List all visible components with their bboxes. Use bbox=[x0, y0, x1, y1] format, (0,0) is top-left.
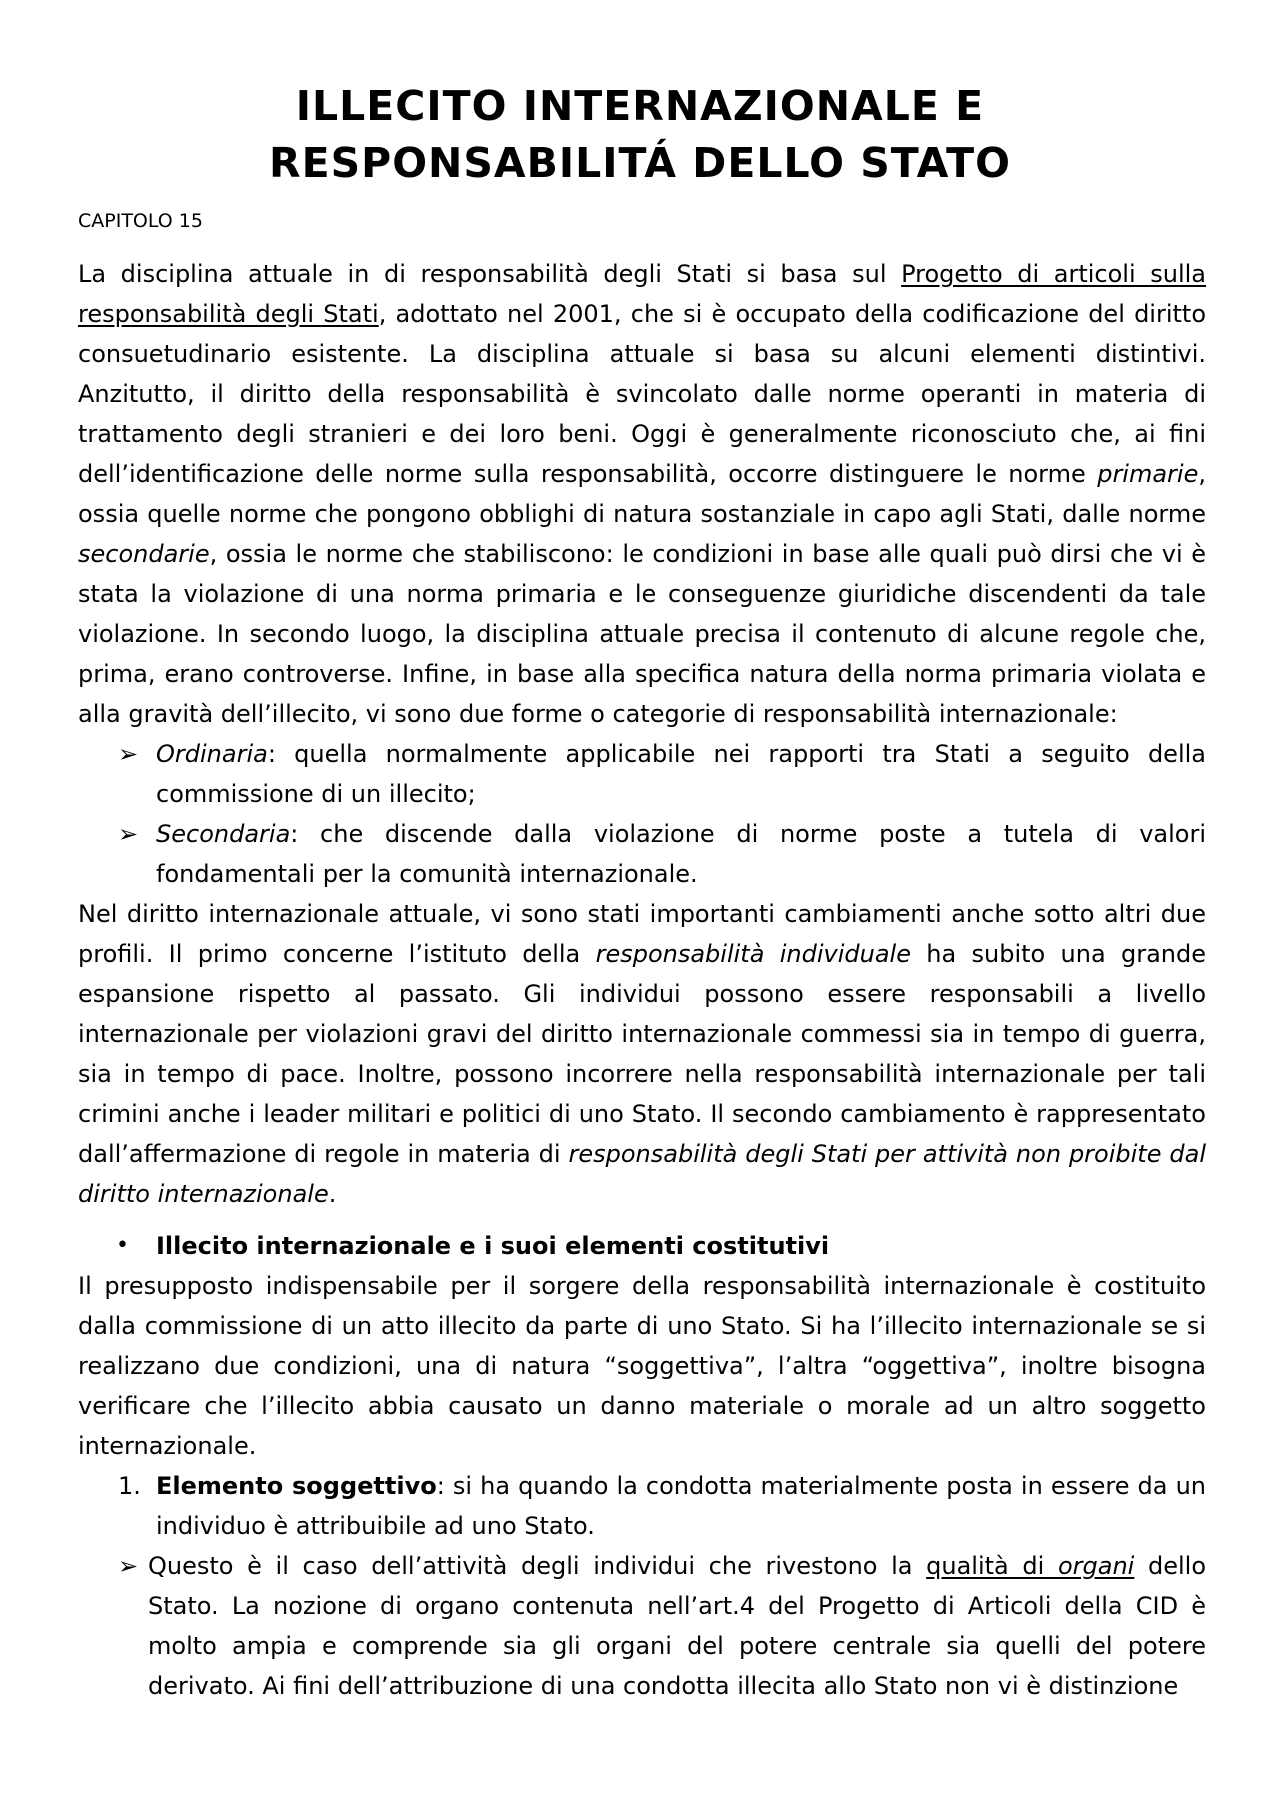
document-body bbox=[78, 254, 1206, 1706]
list-item-organi bbox=[78, 1546, 1206, 1706]
para2-text-2: ha subito una grande espansione rispetto al passato. Gli individui possono essere responsabili a livello internazionale per violazioni gravi del diritto internazionale commessi sia in tempo di guerra, sia in tempo di pace. Inoltre, possono incorrere nella responsabilità internazionale per tali crimini anche i leader militari e politici di uno Stato. Il secondo cambiamento è rappresentato dall’affermazione di regole in materia di bbox=[78, 940, 1207, 1168]
arrow-bullet-icon: ➢ bbox=[118, 740, 139, 768]
number-marker: 1. bbox=[118, 1472, 141, 1500]
para2-text-3: . bbox=[328, 1180, 337, 1208]
intro-text-2: , adottato nel 2001, che si è occupato della codificazione del diritto consuetudinario esistente. La disciplina attuale si basa su alcuni elementi distintivi. Anzitutto, il diritto della responsabilità è svincolato dalle norme operanti in materia di trattamento degli stranieri e dei loro beni. Oggi è generalmente riconosciuto che, ai fini dell’identificazione delle norme sulla responsabilità, occorre distinguere le norme bbox=[78, 300, 1207, 488]
elemento-soggettivo-description: : si ha quando la condotta materialmente posta in essere da un individuo è attribuibile ad uno Stato. bbox=[156, 1472, 1206, 1540]
arrow-bullet-icon: ➢ bbox=[118, 820, 139, 848]
organi-text-1: Questo è il caso dell’attività degli individui che rivestono la bbox=[148, 1552, 927, 1580]
intro-text-1: La disciplina attuale in di responsabilità degli Stati si basa sul bbox=[78, 260, 902, 288]
intro-text-3: , ossia quelle norme che pongono obblighi di natura sostanziale in capo agli Stati, dalle norme bbox=[78, 460, 1206, 528]
paragraph-presupposto: Il presupposto indispensabile per il sorgere della responsabilità internazionale è costituito dalla commissione di un atto illecito da parte di uno Stato. Si ha l’illecito internazionale se si realizzano due condizioni, una di natura “soggettiva”, l’altra “oggettiva”, inoltre bisogna verificare che l’illecito abbia causato un danno materiale o morale ad un altro soggetto internazionale. bbox=[78, 1272, 1206, 1460]
progetto-link-text: Progetto di articoli sulla responsabilità degli Stati bbox=[78, 260, 1206, 328]
secondaria-description: : che discende dalla violazione di norme poste a tutela di valori fondamentali per la comunità internazionale. bbox=[156, 820, 1206, 888]
bullet-icon: • bbox=[116, 1233, 129, 1258]
organi-text bbox=[148, 1546, 1206, 1706]
term-responsabilita-stati: responsabilità degli Stati per attività non proibite dal diritto internazionale bbox=[78, 1140, 1206, 1208]
title-line-1: ILLECITO INTERNAZIONALE E bbox=[295, 82, 985, 130]
term-ordinaria: Ordinaria bbox=[156, 740, 268, 768]
list-item-ordinaria bbox=[78, 734, 1206, 814]
arrow-bullet-icon: ➢ bbox=[118, 1552, 139, 1580]
term-secondaria: Secondaria bbox=[156, 820, 291, 848]
section-heading-text: Illecito internazionale e i suoi elementi costitutivi bbox=[156, 1232, 830, 1260]
section-heading bbox=[78, 1226, 1206, 1266]
qualita-di-organi bbox=[926, 1552, 1134, 1580]
organi-text-2: dello Stato. La nozione di organo contenuta nell’art.4 del Progetto di Articoli della CID è molto ampia e comprende sia gli organi del potere centrale sia quelli del potere derivato. Ai fini dell’attribuzione di una condotta illecita allo Stato non vi è distinzione bbox=[148, 1552, 1207, 1700]
list-item-text bbox=[156, 734, 1206, 814]
title-line-2: RESPONSABILITÁ DELLO STATO bbox=[269, 139, 1011, 187]
spacer bbox=[78, 1214, 1206, 1226]
term-secondarie: secondarie bbox=[78, 540, 210, 568]
organi-term: organi bbox=[1057, 1552, 1135, 1580]
intro-text-4: , ossia le norme che stabiliscono: le condizioni in base alle quali può dirsi che vi è stata la violazione di una norma primaria e le conseguenze giuridiche discendenti da tale violazione. In secondo luogo, la disciplina attuale precisa il contenuto di alcune regole che, prima, erano controverse. Infine, in base alla specifica natura della norma primaria violata e alla gravità dell’illecito, vi sono due forme o categorie di responsabilità internazionale: bbox=[78, 540, 1206, 728]
paragraph-changes bbox=[78, 894, 1206, 1214]
term-elemento-soggettivo: Elemento soggettivo bbox=[156, 1472, 437, 1500]
term-responsabilita-individuale: responsabilità individuale bbox=[595, 940, 911, 968]
qualita-di-text: qualità di bbox=[926, 1552, 1058, 1580]
term-primarie: primarie bbox=[1097, 460, 1199, 488]
chapter-label: CAPITOLO 15 bbox=[78, 210, 203, 232]
numbered-item-text bbox=[156, 1466, 1206, 1546]
numbered-item-1 bbox=[78, 1466, 1206, 1546]
ordinaria-description: : quella normalmente applicabile nei rapporti tra Stati a seguito della commissione di un illecito; bbox=[156, 740, 1206, 808]
list-item-secondaria bbox=[78, 814, 1206, 894]
intro-paragraph bbox=[78, 254, 1206, 734]
list-item-text bbox=[156, 814, 1206, 894]
page-title bbox=[0, 78, 1280, 192]
para2-text-1: Nel diritto internazionale attuale, vi sono stati importanti cambiamenti anche sotto altri due profili. Il primo concerne l’istituto della bbox=[78, 900, 1206, 968]
